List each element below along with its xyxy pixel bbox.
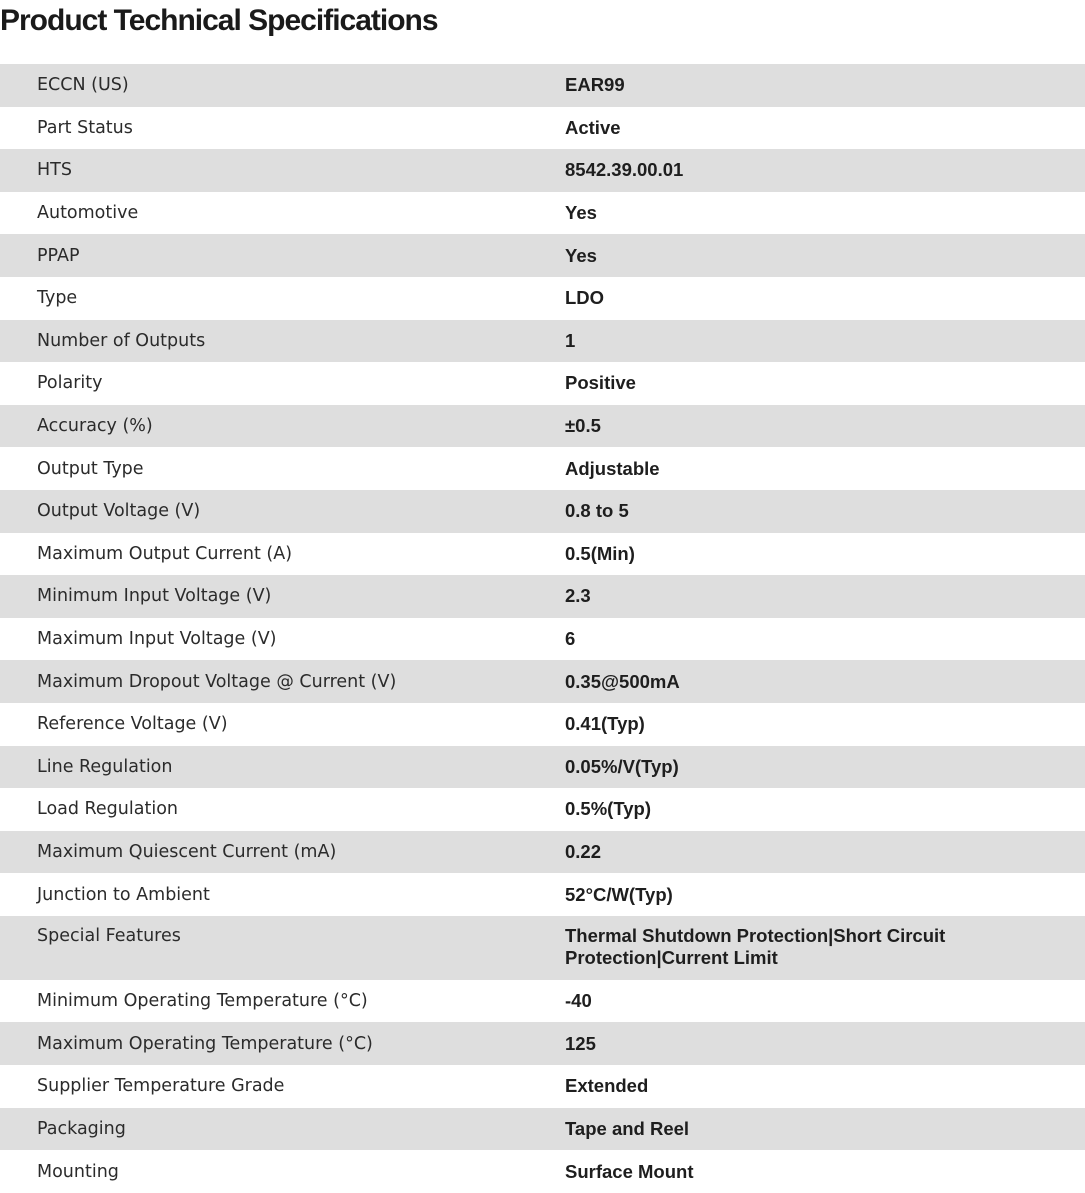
spec-value: 0.5%(Typ) — [528, 788, 1085, 831]
spec-label: Packaging — [0, 1108, 528, 1151]
spec-row-line-regulation — [0, 746, 1085, 789]
spec-row-eccn — [0, 64, 1085, 107]
spec-value: 0.35@500mA — [528, 660, 1085, 703]
spec-label: Automotive — [0, 192, 528, 235]
spec-row-special-features — [0, 916, 1085, 980]
spec-row-max-output-current — [0, 533, 1085, 576]
spec-label: Maximum Output Current (A) — [0, 533, 528, 576]
spec-value: Extended — [528, 1065, 1085, 1108]
spec-label: Output Type — [0, 447, 528, 490]
spec-label: PPAP — [0, 234, 528, 277]
spec-row-min-input-voltage — [0, 575, 1085, 618]
spec-row-type — [0, 277, 1085, 320]
spec-label: HTS — [0, 149, 528, 192]
spec-row-junction-to-ambient — [0, 873, 1085, 916]
spec-row-part-status — [0, 107, 1085, 150]
spec-label: Accuracy (%) — [0, 405, 528, 448]
spec-label: Number of Outputs — [0, 320, 528, 363]
spec-row-automotive — [0, 192, 1085, 235]
spec-label: Maximum Quiescent Current (mA) — [0, 831, 528, 874]
spec-value: 125 — [528, 1022, 1085, 1065]
spec-label: Reference Voltage (V) — [0, 703, 528, 746]
spec-label: Line Regulation — [0, 746, 528, 789]
spec-value: Adjustable — [528, 447, 1085, 490]
spec-row-supplier-temp-grade — [0, 1065, 1085, 1108]
spec-label: Type — [0, 277, 528, 320]
spec-value: LDO — [528, 277, 1085, 320]
spec-value: 0.05%/V(Typ) — [528, 746, 1085, 789]
spec-value: EAR99 — [528, 64, 1085, 107]
spec-row-max-input-voltage — [0, 618, 1085, 661]
spec-value: 8542.39.00.01 — [528, 149, 1085, 192]
spec-row-min-operating-temp — [0, 980, 1085, 1023]
spec-label: Load Regulation — [0, 788, 528, 831]
spec-row-max-quiescent-current — [0, 831, 1085, 874]
spec-row-output-voltage — [0, 490, 1085, 533]
spec-value: Thermal Shutdown Protection|Short Circuit Protection|Current Limit — [528, 916, 1085, 980]
spec-label: Maximum Operating Temperature (°C) — [0, 1022, 528, 1065]
spec-row-max-operating-temp — [0, 1022, 1085, 1065]
spec-row-reference-voltage — [0, 703, 1085, 746]
spec-label: Maximum Input Voltage (V) — [0, 618, 528, 661]
spec-value: 0.41(Typ) — [528, 703, 1085, 746]
spec-row-packaging — [0, 1108, 1085, 1151]
page-title: Product Technical Specifications — [0, 4, 438, 37]
spec-label: ECCN (US) — [0, 64, 528, 107]
spec-value: -40 — [528, 980, 1085, 1023]
spec-value: 0.8 to 5 — [528, 490, 1085, 533]
spec-row-output-type — [0, 447, 1085, 490]
spec-label: Special Features — [0, 916, 528, 980]
spec-label: Part Status — [0, 107, 528, 150]
spec-label: Minimum Operating Temperature (°C) — [0, 980, 528, 1023]
spec-value: 2.3 — [528, 575, 1085, 618]
spec-label: Maximum Dropout Voltage @ Current (V) — [0, 660, 528, 703]
spec-label: Output Voltage (V) — [0, 490, 528, 533]
spec-value: 52°C/W(Typ) — [528, 873, 1085, 916]
spec-label: Mounting — [0, 1150, 528, 1193]
spec-value: Positive — [528, 362, 1085, 405]
spec-value: Yes — [528, 234, 1085, 277]
spec-label: Polarity — [0, 362, 528, 405]
spec-value: Yes — [528, 192, 1085, 235]
spec-label: Supplier Temperature Grade — [0, 1065, 528, 1108]
spec-row-hts — [0, 149, 1085, 192]
spec-label: Minimum Input Voltage (V) — [0, 575, 528, 618]
spec-value: Tape and Reel — [528, 1108, 1085, 1151]
spec-table — [0, 64, 1085, 1193]
spec-row-mounting — [0, 1150, 1085, 1193]
spec-row-ppap — [0, 234, 1085, 277]
spec-value: Surface Mount — [528, 1150, 1085, 1193]
spec-value: 0.5(Min) — [528, 533, 1085, 576]
spec-row-number-of-outputs — [0, 320, 1085, 363]
spec-label: Junction to Ambient — [0, 873, 528, 916]
spec-row-load-regulation — [0, 788, 1085, 831]
spec-row-max-dropout-voltage — [0, 660, 1085, 703]
spec-value: 1 — [528, 320, 1085, 363]
spec-value: Active — [528, 107, 1085, 150]
spec-value: 6 — [528, 618, 1085, 661]
spec-row-accuracy — [0, 405, 1085, 448]
spec-value: ±0.5 — [528, 405, 1085, 448]
spec-value: 0.22 — [528, 831, 1085, 874]
spec-row-polarity — [0, 362, 1085, 405]
